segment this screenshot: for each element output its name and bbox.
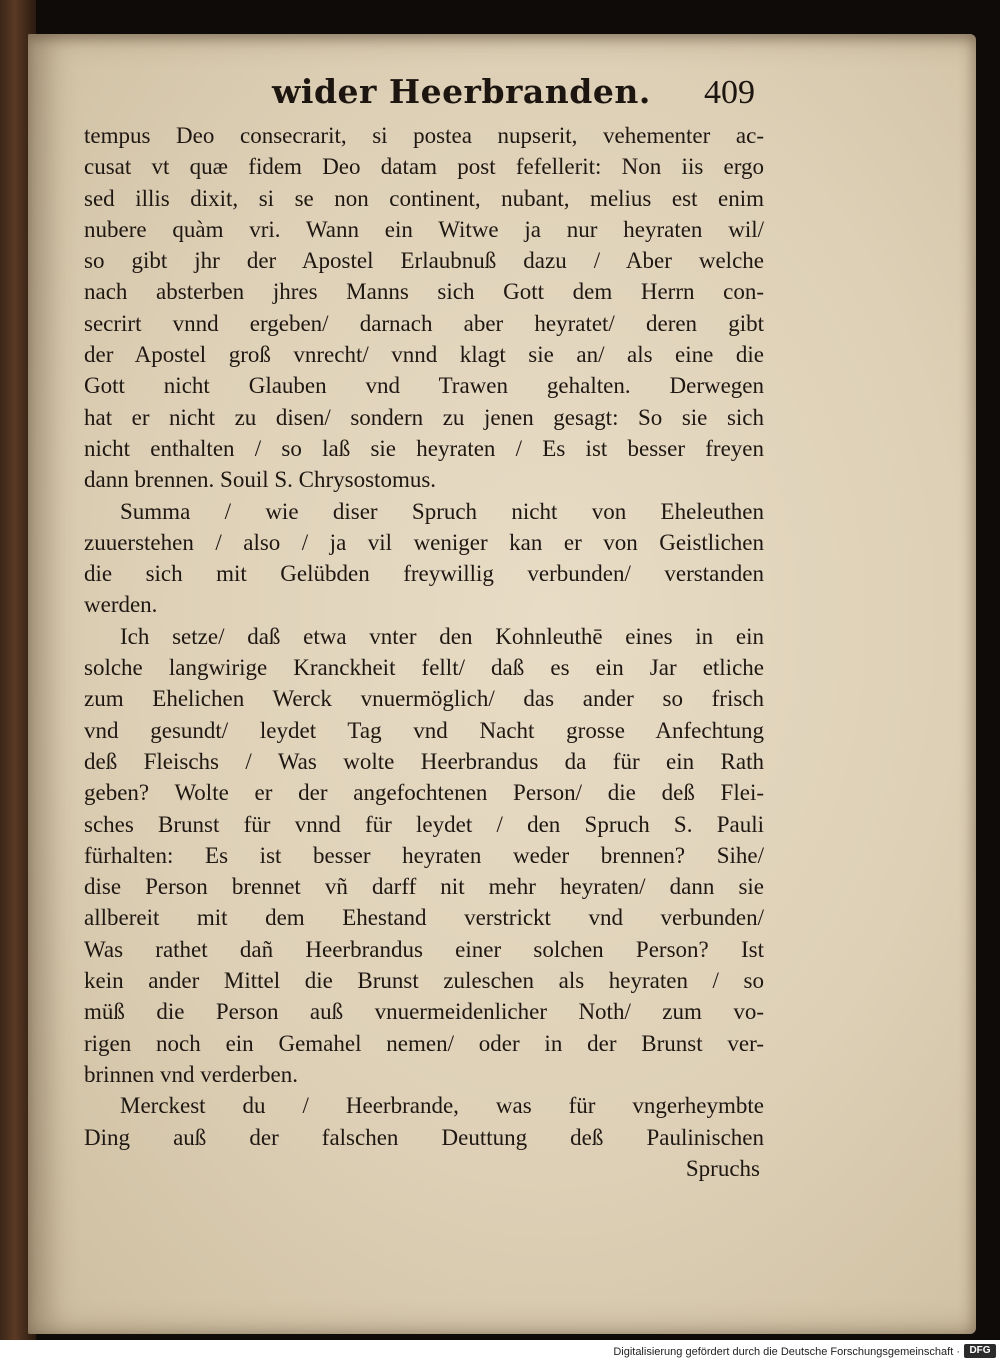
text-line: kein ander Mittel die Brunst zuleschen als heyraten / so: [84, 968, 764, 994]
text-line: so gibt jhr der Apostel Erlaubnuß dazu / Aber welche: [84, 248, 764, 274]
text-line: dann brennen. Souil S. Chrysostomus.: [84, 467, 437, 493]
text-line: cusat vt quæ fidem Deo datam post fefellerit: Non iis ergo: [84, 154, 764, 180]
text-line: Gott nicht Glauben vnd Trawen gehalten. Derwegen: [84, 373, 764, 399]
catchword: Spruchs: [685, 1155, 760, 1181]
text-line: Summa / wie diser Spruch nicht von Eheleuthen: [120, 498, 764, 524]
text-line: allbereit mit dem Ehestand verstrickt vnd verbunden/: [84, 905, 764, 931]
footer-bar: [0, 1340, 1000, 1361]
text-line: Ding auß der falschen Deuttung deß Paulinischen: [84, 1124, 764, 1150]
text-line: Was rathet dañ Heerbrandus einer solchen Person? Ist: [84, 936, 764, 962]
text-line: tempus Deo consecrarit, si postea nupserit, vehementer ac-: [84, 123, 764, 148]
page-header: [28, 72, 976, 122]
text-line: nach absterben jhres Manns sich Gott dem Herrn con-: [84, 279, 764, 305]
text-line: die sich mit Gelübden freywillig verbunden/ verstanden: [84, 561, 764, 587]
book-page: [28, 34, 976, 1334]
text-line: sches Brunst für vnnd für leydet / den Spruch S. Pauli: [84, 811, 764, 837]
page-number: 409: [704, 74, 755, 111]
text-line: zum Ehelichen Werck vnuermöglich/ das ander so frisch: [84, 686, 764, 712]
text-line: nicht enthalten / so laß sie heyraten / Es ist besser freyen: [84, 435, 764, 461]
text-line: solche langwirige Kranckheit fellt/ daß es ein Jar etliche: [84, 655, 764, 681]
text-line: vnd gesundt/ leydet Tag vnd Nacht grosse Anfechtung: [84, 717, 764, 743]
text-line: hat er nicht zu disen/ sondern zu jenen gesagt: So sie sich: [84, 404, 764, 430]
digitization-credit: Digitalisierung gefördert durch die Deutsche Forschungsgemeinschaft ·: [613, 1346, 960, 1358]
text-line: brinnen vnd verderben.: [84, 1061, 298, 1087]
text-line: Ich setze/ daß etwa vnter den Kohnleuthē eines in ein: [120, 623, 764, 649]
dfg-logo-badge: DFG: [964, 1344, 996, 1358]
text-line: rigen noch ein Gemahel nemen/ oder in der Brunst ver-: [84, 1030, 764, 1056]
text-line: sed illis dixit, si se non continent, nubant, melius est enim: [84, 185, 764, 211]
text-line: geben? Wolte er der angefochtenen Person/ die deß Flei-: [84, 780, 764, 806]
text-line: dise Person brennet vñ darff nit mehr heyraten/ dann sie: [84, 874, 764, 900]
text-line: Merckest du / Heerbrande, was für vngerheymbte: [120, 1093, 764, 1119]
text-line: der Apostel groß vnrecht/ vnnd klagt sie an/ als eine die: [84, 342, 764, 368]
text-line: secrirt vnnd ergeben/ darnach aber heyratet/ deren gibt: [84, 310, 764, 336]
text-line: werden.: [84, 592, 158, 618]
text-line: nubere quàm vri. Wann ein Witwe ja nur heyraten wil/: [84, 216, 764, 242]
running-head: wider Heerbranden.: [272, 72, 651, 111]
text-line: müß die Person auß vnuermeidenlicher Noth/ zum vo-: [84, 999, 764, 1025]
text-line: fürhalten: Es ist besser heyraten weder brennen? Sihe/: [84, 842, 764, 868]
text-line: deß Fleischs / Was wolte Heerbrandus da für ein Rath: [84, 748, 764, 774]
text-line: zuuerstehen / also / ja vil weniger kan er von Geistlichen: [84, 529, 764, 555]
body-text: [84, 120, 764, 1184]
